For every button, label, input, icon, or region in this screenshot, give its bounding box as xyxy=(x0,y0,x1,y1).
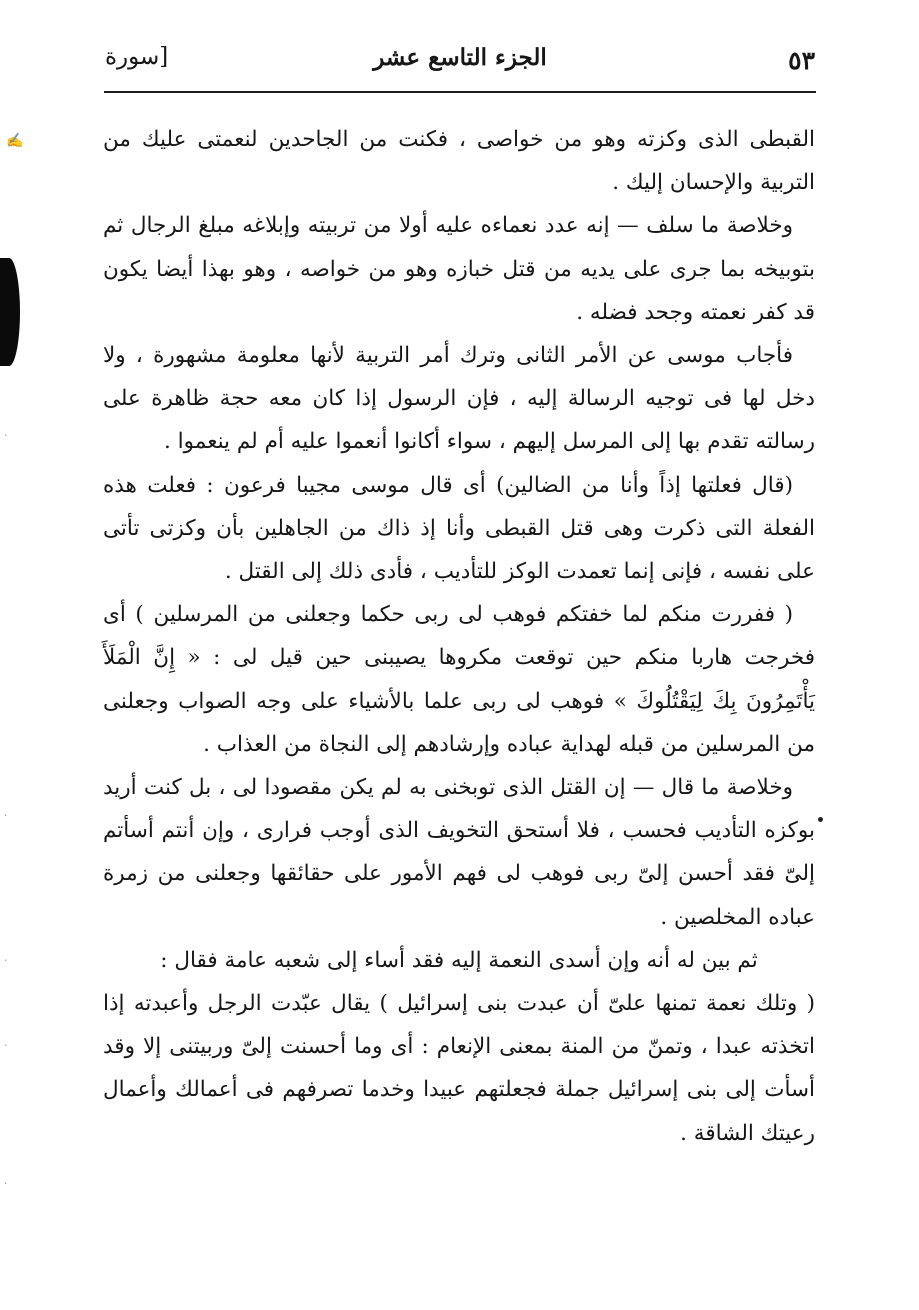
paragraph: ( وتلك نعمة تمنها علىّ أن عبدت بنى إسرائيل ) يقال عبّدت الرجل وأعبدته إذا اتخذته عبدا ، وتمنّ من المنة بمعنى الإنعام : أى وما أحسنت إلىّ وربيتنى إلا وقد أسأت إلى بنى إسرائيل جملة فجعلتهم عبيدا وخدما تصرفهم فى أعمالك وأعمال رعيتك الشاقة . xyxy=(103,991,815,1146)
edge-tick-icon: · xyxy=(4,429,8,442)
edge-tick-icon: · xyxy=(4,1177,8,1190)
header-divider xyxy=(104,91,816,93)
edge-tick-icon: · xyxy=(4,809,8,822)
paragraph: وخلاصة ما سلف — إنه عدد نعماءه عليه أولا من تربيته وإبلاغه مبلغ الرجال ثم بتوبيخه بما جرى على يديه من قتل خبازه وهو من خواصه ، وهو بهذا أيضا يكون قد كفر نعمته وجحد فضله . xyxy=(103,213,815,325)
paragraph: وخلاصة ما قال — إن القتل الذى توبخنى به لم يكن مقصودا لى ، بل كنت أريد بوكزه التأديب فحسب ، فلا أستحق التخويف الذى أوجب فرارى ، وإن أنتم أسأتم إلىّ فقد أحسن إلىّ ربى فوهب لى فهم الأمور على حقائقها وجعلنى من زمرة عباده المخلصين . xyxy=(103,775,815,930)
ink-dot xyxy=(818,817,823,822)
surah-label: [سورة xyxy=(105,44,169,70)
page-header xyxy=(105,40,815,84)
page-number: ٥٣ xyxy=(788,46,815,75)
paragraph: فأجاب موسى عن الأمر الثانى وترك أمر التربية لأنها معلومة مشهورة ، ولا دخل لها فى توجيه الرسالة إليه ، فإن الرسول إذا كان معه حجة ظاهرة على رسالته تقدم بها إلى المرسل إليهم ، سواء أكانوا أنعموا عليه أم لم ينعموا . xyxy=(103,343,815,455)
paragraph: ثم بين له أنه وإن أسدى النعمة إليه فقد أساء إلى شعبه عامة فقال : xyxy=(160,947,758,973)
paragraph: القبطى الذى وكزته وهو من خواصى ، فكنت من الجاحدين لنعمتى عليك من التربية والإحسان إليك . xyxy=(103,127,815,196)
margin-mark-icon: ✍ xyxy=(6,133,24,149)
part-title: الجزء التاسع عشر xyxy=(373,44,547,71)
edge-tick-icon: · xyxy=(4,954,8,967)
edge-tick-icon: · xyxy=(4,1039,8,1052)
page-edge-blot xyxy=(0,258,20,366)
paragraph: ( ففررت منكم لما خفتكم فوهب لى ربى حكما وجعلنى من المرسلين ) أى فخرجت هاربا منكم حين توقعت مكروها يصيبنى حين قيل لى : « إِنَّ الْمَلَأَ يَأْتَمِرُونَ بِكَ لِيَقْتُلُوكَ » فوهب لى ربى علما بالأشياء على وجه الصواب وجعلنى من المرسلين من قبله لهداية عباده وإرشادهم إلى النجاة من العذاب . xyxy=(103,602,815,757)
paragraph: (قال فعلتها إذاً وأنا من الضالين) أى قال موسى مجيبا فرعون : فعلت هذه الفعلة التى ذكرت وهى قتل القبطى وأنا إذ ذاك من الجاهلين بأن وكزتى تأتى على نفسه ، فإنى إنما تعمدت الوكز للتأديب ، فأدى ذلك إلى القتل . xyxy=(103,472,815,585)
page-body xyxy=(103,118,815,1155)
